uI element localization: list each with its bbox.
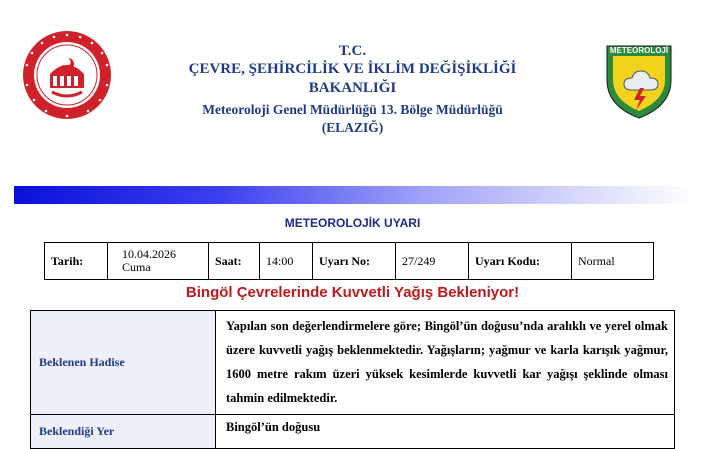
warning-title: METEOROLOJİK UYARI — [284, 216, 421, 230]
header-tc: T.C. — [338, 43, 367, 59]
warning-code-value: Normal — [572, 243, 654, 280]
warning-info-table — [44, 242, 654, 280]
warning-no-value: 27/249 — [396, 243, 469, 280]
details-row — [31, 415, 675, 449]
details-row — [31, 311, 675, 415]
time-value: 14:00 — [260, 243, 313, 280]
header-ministry: ÇEVRE, ŞEHİRCİLİK VE İKLİM DEĞİŞİKLİĞİ — [188, 61, 517, 77]
details-table — [30, 310, 675, 449]
expected-location-label: Beklendiği Yer — [31, 415, 216, 449]
expected-event-text: Yapılan son değerlendirmelere göre; Bingöl’ün doğusu’nda aralıklı ve yerel olmak üzere kuvvetli yağış beklenmektedir. Yağışların; yağmur ve karla karışık yağmur, 1600 metre rakım üzeri yüksek kesimlerde kuvvetli kar yağışı şeklinde olması tahmin edilmektedir. — [216, 311, 675, 415]
warning-headline: Bingöl Çevrelerinde Kuvvetli Yağış Bekleniyor! — [185, 284, 520, 301]
warning-no-label: Uyarı No: — [313, 243, 396, 280]
date-label: Tarih: — [45, 243, 108, 280]
time-label: Saat: — [209, 243, 260, 280]
expected-location-text: Bingöl’ün doğusu — [216, 415, 675, 449]
day-value: Cuma — [122, 260, 151, 274]
header-directorate: Meteoroloji Genel Müdürlüğü 13. Bölge Müdürlüğü — [202, 102, 503, 117]
date-cell — [108, 243, 209, 280]
expected-event-label: Beklenen Hadise — [31, 311, 216, 415]
warning-code-label: Uyarı Kodu: — [469, 243, 572, 280]
header-ministry-2: BAKANLIĞI — [308, 80, 397, 96]
meteorology-logo-text: METEOROLOJİ — [609, 46, 669, 55]
header-city: (ELAZIĞ) — [321, 120, 384, 135]
date-value: 10.04.2026 — [122, 247, 176, 261]
gradient-divider — [14, 186, 692, 204]
